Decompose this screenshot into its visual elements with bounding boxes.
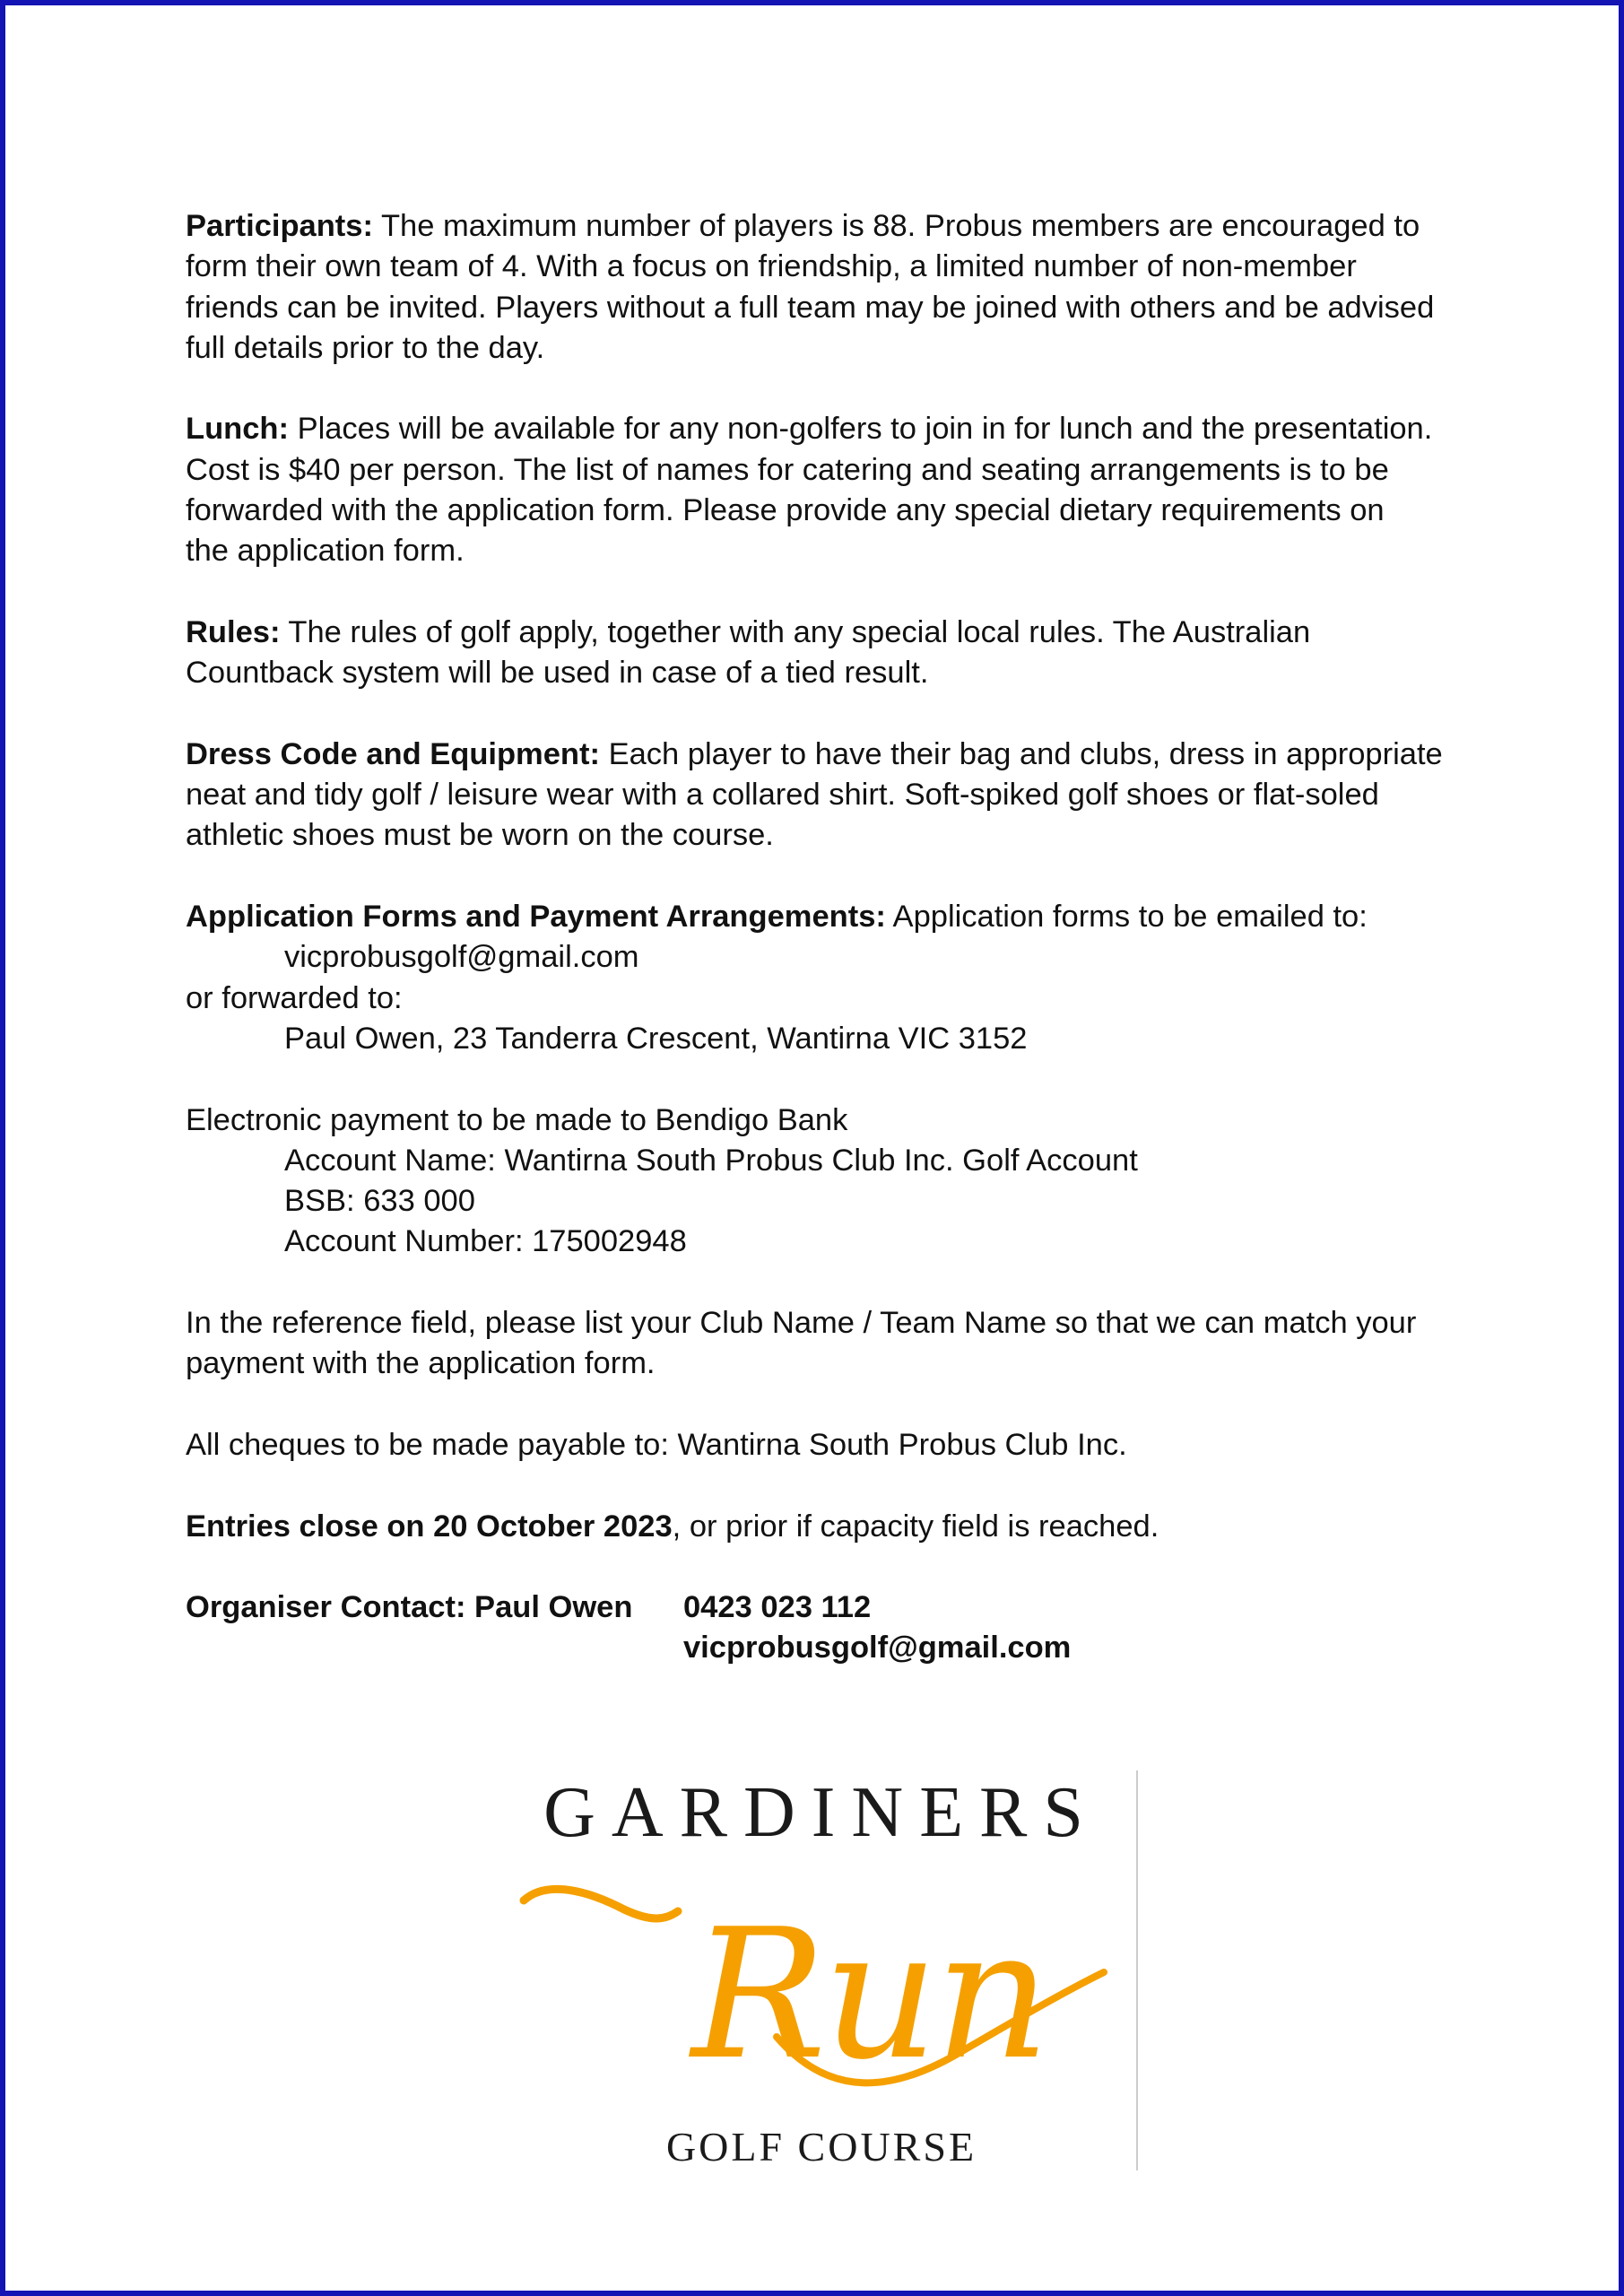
logo-swoosh-left <box>524 1889 678 1918</box>
lunch-section <box>186 409 1468 571</box>
dress-code-text: neat and tidy golf / leisure wear with a collared shirt. Soft-spiked golf shoes or flat-soled <box>186 778 1379 813</box>
contact-phone: 0423 023 112 <box>683 1590 872 1625</box>
logo-script-run <box>508 1768 1153 2180</box>
payment-section <box>186 1100 1468 1263</box>
entries-close-date: Entries close on 20 October 2023 <box>186 1509 673 1544</box>
participants-text: friends can be invited. Players without a full team may be joined with others and be advised <box>186 290 1435 325</box>
cheques-section <box>186 1425 1468 1465</box>
application-section <box>186 897 1468 1059</box>
rules-text: Countback system will be used in case of a tied result. <box>186 656 929 691</box>
dress-code-section <box>186 735 1468 857</box>
dress-code-text: Each player to have their bag and clubs, dress in appropriate <box>599 736 1443 771</box>
participants-section <box>186 206 1468 369</box>
lunch-text: forwarded with the application form. Please provide any special dietary requirements on <box>186 493 1385 528</box>
bsb-number: BSB: 633 000 <box>284 1184 475 1219</box>
contact-spacer <box>186 1628 683 1668</box>
logo-divider <box>1136 1770 1138 2170</box>
entries-text: , or prior if capacity field is reached. <box>672 1509 1159 1544</box>
lunch-text: Cost is $40 per person. The list of names for catering and seating arrangements is to be <box>186 452 1389 487</box>
application-email[interactable]: vicprobusgolf@gmail.com <box>284 940 639 975</box>
participants-text: The maximum number of players is 88. Probus members are encouraged to <box>372 209 1420 243</box>
dress-code-label: Dress Code and Equipment: <box>186 736 600 771</box>
document-body <box>186 206 1468 1669</box>
lunch-text: Places will be available for any non-golfers to join in for lunch and the presentation. <box>288 412 1433 447</box>
organiser-contact <box>186 1587 1468 1669</box>
account-number: Account Number: 175002948 <box>284 1224 687 1259</box>
account-name: Account Name: Wantirna South Probus Club Inc. Golf Account <box>284 1143 1138 1178</box>
lunch-label: Lunch: <box>186 412 289 447</box>
contact-email[interactable]: vicprobusgolf@gmail.com <box>683 1631 1072 1665</box>
logo-wordmark-bottom: GOLF COURSE <box>665 2124 977 2170</box>
or-forwarded-text: or forwarded to: <box>186 980 403 1015</box>
rules-section <box>186 613 1468 694</box>
reference-text: payment with the application form. <box>186 1346 656 1381</box>
logo-script-text: Run <box>691 1891 1047 2100</box>
reference-section <box>186 1303 1468 1385</box>
entries-section <box>186 1507 1468 1547</box>
cheques-text: All cheques to be made payable to: Wantirna South Probus Club Inc. <box>186 1427 1127 1462</box>
application-intro: Application forms to be emailed to: <box>885 900 1368 935</box>
participants-text: full details prior to the day. <box>186 330 545 365</box>
logo-wordmark-top: GARDINERS <box>543 1773 1099 1852</box>
participants-text: form their own team of 4. With a focus on friendship, a limited number of non-member <box>186 249 1357 284</box>
rules-text: The rules of golf apply, together with any special local rules. The Australian <box>280 614 1311 649</box>
lunch-text: the application form. <box>186 534 465 569</box>
reference-text: In the reference field, please list your Club Name / Team Name so that we can match your <box>186 1306 1417 1341</box>
payment-intro: Electronic payment to be made to Bendigo Bank <box>186 1102 848 1137</box>
participants-label: Participants: <box>186 209 373 243</box>
gardiners-run-logo <box>508 1768 1153 2180</box>
postal-address: Paul Owen, 23 Tanderra Crescent, Wantirna VIC 3152 <box>284 1021 1028 1056</box>
rules-label: Rules: <box>186 614 281 649</box>
contact-label: Organiser Contact: Paul Owen <box>186 1590 633 1625</box>
dress-code-text: athletic shoes must be worn on the course. <box>186 818 774 853</box>
application-label: Application Forms and Payment Arrangements: <box>186 900 886 935</box>
